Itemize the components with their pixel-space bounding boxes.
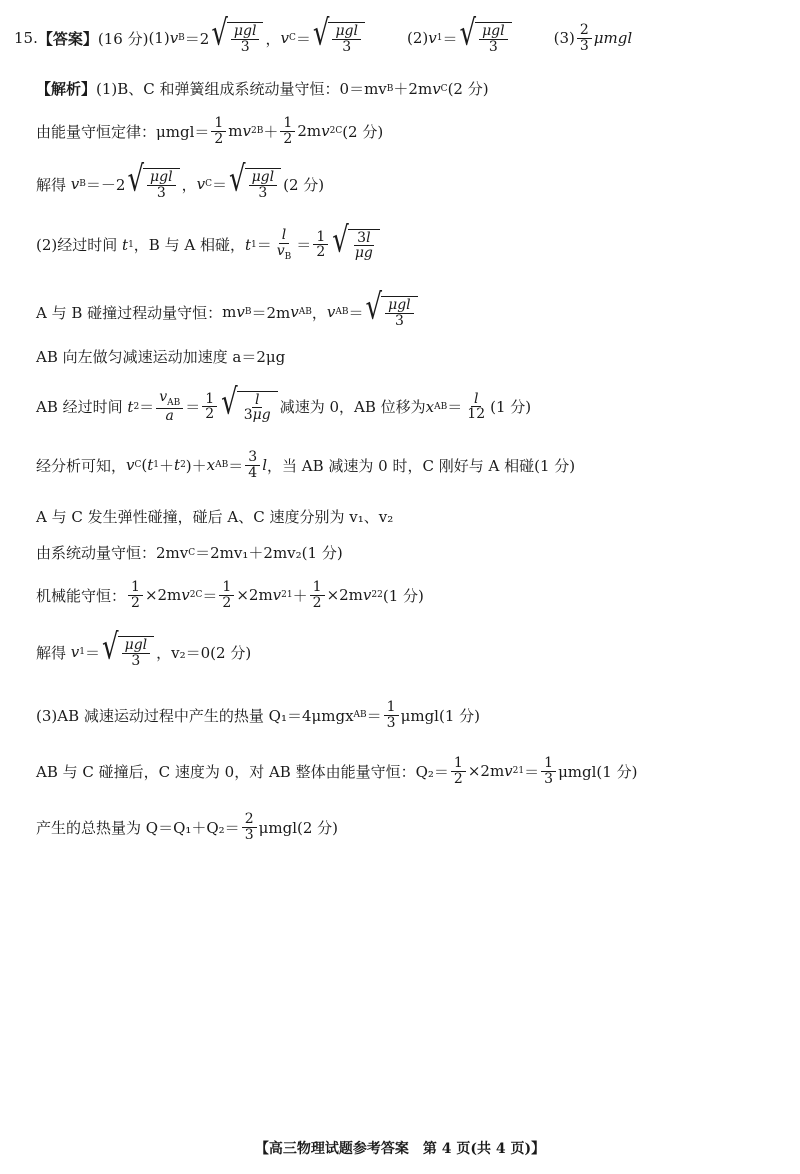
analysis-line-5: A 与 B 碰撞过程动量守恒： m v B ＝2m v AB ， v AB ＝ √ $\frac{\text{μgl}}{3}$ xyxy=(36,296,420,328)
analysis-line-1: 【解析】 (1)B、C 和弹簧组成系统动量守恒：0＝mv B ＋2m v C (2 分) xyxy=(36,79,489,98)
points-label: (16 分) xyxy=(97,29,149,48)
page-footer: 【高三物理试题参考答案 第 4 页(共 4 页)】 xyxy=(254,1141,546,1157)
analysis-tag: 【解析】 xyxy=(36,80,97,98)
analysis-line-13: (3)AB 减速运动过程中产生的热量 Q₁＝4μmgx AB ＝ $\frac{1}{3}$ μmgl(1 分) xyxy=(36,699,480,731)
answer-tag: 【答案】 xyxy=(37,29,98,48)
analysis-line-6: AB 向左做匀减速运动加速度 a＝2μg xyxy=(36,348,286,366)
analysis-line-3: 解得 v B ＝－2 √ $\frac{\text{μgl}}{3}$ ， v C ＝ √ $\frac{\text{μgl}}{3}$ (2 分) xyxy=(36,159,325,201)
analysis-line-8: 经分析可知， v C ( t 1 ＋ t 2 )＋ x AB ＝ $\frac{3}{4}$ l ，当 AB 减速为 0 时，C 刚好与 A 相碰(1 分) xyxy=(36,449,576,481)
analysis-line-11: 机械能守恒： $\frac{1}{2}$ ×2m v 2 C ＝ $\frac{1}{2}$ ×2m v 2 1 ＋ $\frac{1}{2}$ ×2m v 2 2 (1 分) xyxy=(36,579,424,611)
analysis-line-10: 由系统动量守恒：2mv C ＝2mv₁＋2mv₂(1 分) xyxy=(36,544,343,562)
analysis-line-12: 解得 v 1 ＝ √ $\frac{\text{μgl}}{3}$ ，v₂＝0(2 分) xyxy=(36,627,252,669)
analysis-line-7: AB 经过时间 t 2 ＝ $\frac{v_{AB}}{a}$ ＝ $\frac{1}{2}$ √ $\frac{l}{3\mu g}$ 减速为 0，AB 位移为 x AB ＝ $\frac{l}{12}$ (1 分) xyxy=(36,382,532,425)
analysis-line-4: (2)经过时间 t 1 ，B 与 A 相碰， t 1 ＝ $\frac{l}{v_B}$ ＝ $\frac{1}{2}$ √ $\frac{3l}{\mu g}$ xyxy=(36,228,382,262)
analysis-line-14: AB 与 C 碰撞后，C 速度为 0，对 AB 整体由能量守恒：Q₂＝ $\frac{1}{2}$ ×2m v 2 1 ＝ $\frac{1}{3}$ μmgl(1 分) xyxy=(36,755,638,787)
part2-label: (2) xyxy=(407,29,429,48)
answer-header: 15. 【答案】 (16 分) (1) v B ＝2 √ $\frac{\text{μgl}}{3}$ ， v C ＝ √ $\frac{\text{μgl}}{3}$ (2) v 1 ＝ √ $\frac{\text{μgl}}{3}$ (3) $\frac{2}{3}$ μmgl xyxy=(14,13,633,55)
analysis-line-2: 由能量守恒定律：μmgl＝ $\frac{1}{2}$ m v 2 B ＋ $\frac{1}{2}$ 2m v 2 C (2 分) xyxy=(36,115,384,147)
part1-label: (1) xyxy=(148,29,170,48)
analysis-line-15: 产生的总热量为 Q＝Q₁＋Q₂＝ $\frac{2}{3}$ μmgl(2 分) xyxy=(36,811,339,843)
question-number: 15. xyxy=(14,29,38,48)
part3-label: (3) xyxy=(553,29,575,48)
analysis-line-9: A 与 C 发生弹性碰撞，碰后 A、C 速度分别为 v₁、v₂ xyxy=(36,508,394,526)
